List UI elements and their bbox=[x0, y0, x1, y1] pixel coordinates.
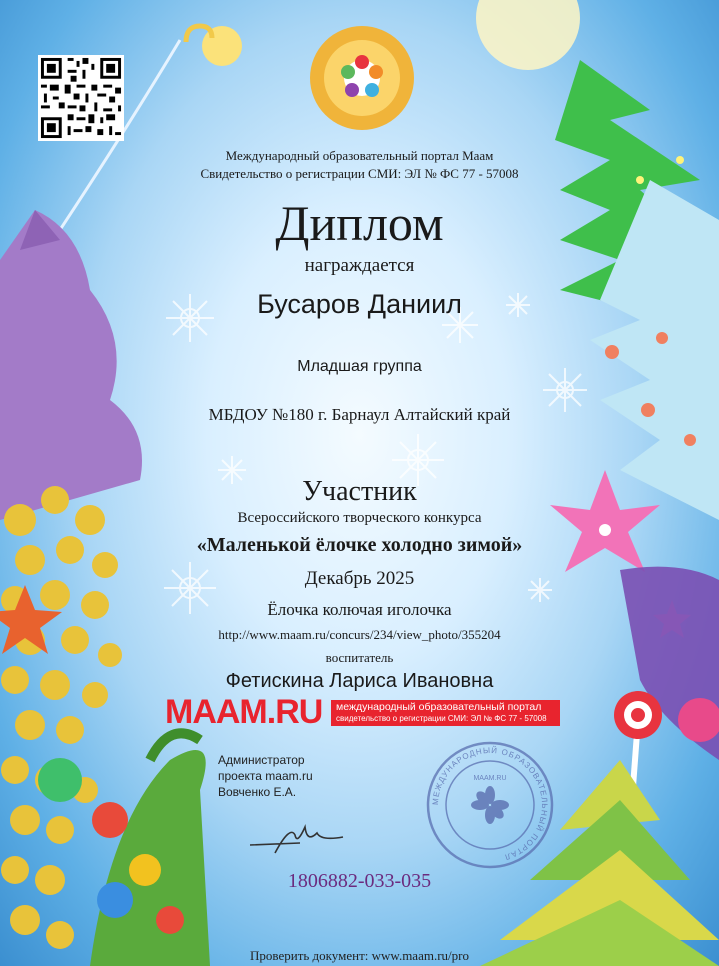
spiral-ornament bbox=[186, 26, 242, 66]
teacher-role: воспитатель bbox=[325, 650, 394, 665]
recipient-group: Младшая группа bbox=[297, 358, 422, 375]
snowflakes bbox=[164, 293, 587, 614]
contest-date: Декабрь 2025 bbox=[304, 568, 415, 589]
svg-text:MAAM.RU: MAAM.RU bbox=[473, 775, 507, 782]
maam-logo-line2: свидетельство о регистрации СМИ: ЭЛ № ФС 77 - 57008 bbox=[336, 714, 547, 723]
admin-line3: Вовченко Е.А. bbox=[218, 785, 297, 799]
maam-logo-banner bbox=[331, 700, 560, 726]
awarded-text: награждается bbox=[304, 255, 415, 276]
admin-line1: Администратор bbox=[218, 753, 305, 767]
teacher-name: Фетискина Лариса Ивановна bbox=[225, 670, 494, 692]
admin-block bbox=[218, 752, 313, 800]
diploma-title: Диплом bbox=[275, 195, 444, 251]
maam-logo-text: MAAM.RU bbox=[165, 693, 323, 731]
admin-line2: проекта maam.ru bbox=[218, 769, 313, 783]
work-link[interactable]: http://www.maam.ru/concurs/234/view_photo/355204 bbox=[218, 627, 501, 642]
moon-ornament bbox=[476, 0, 580, 70]
contest-name: «Маленькой ёлочке холодно зимой» bbox=[196, 534, 523, 556]
registration-info: Свидетельство о регистрации СМИ: ЭЛ № ФС 77 - 57008 bbox=[200, 166, 519, 181]
work-title: Ёлочка колючая иголочка bbox=[267, 600, 452, 619]
stamp-seal bbox=[425, 740, 555, 870]
recipient-name: Бусаров Даниил bbox=[257, 289, 462, 319]
signature-image bbox=[245, 815, 355, 865]
verify-link[interactable]: Проверить документ: www.maam.ru/pro bbox=[250, 948, 469, 963]
svg-text:МЕЖДУНАРОДНЫЙ ОБРАЗОВАТЕЛЬНЫЙ: МЕЖДУНАРОДНЫЙ ОБРАЗОВАТЕЛЬНЫЙ ПОРТАЛ bbox=[430, 745, 550, 862]
participant-status: Участник bbox=[302, 476, 417, 507]
qr-code-image bbox=[38, 55, 124, 141]
sun-ornament bbox=[310, 26, 414, 130]
organization: МБДОУ №180 г. Барнаул Алтайский край bbox=[208, 405, 511, 424]
contest-type: Всероссийского творческого конкурса bbox=[237, 510, 482, 526]
registration-number: 1806882-033-035 bbox=[287, 870, 432, 892]
qr-code bbox=[38, 55, 124, 141]
portal-name: Международный образовательный портал Маам bbox=[225, 148, 494, 163]
maam-logo-line1: международный образовательный портал bbox=[336, 701, 542, 713]
maam-logo bbox=[165, 695, 560, 729]
